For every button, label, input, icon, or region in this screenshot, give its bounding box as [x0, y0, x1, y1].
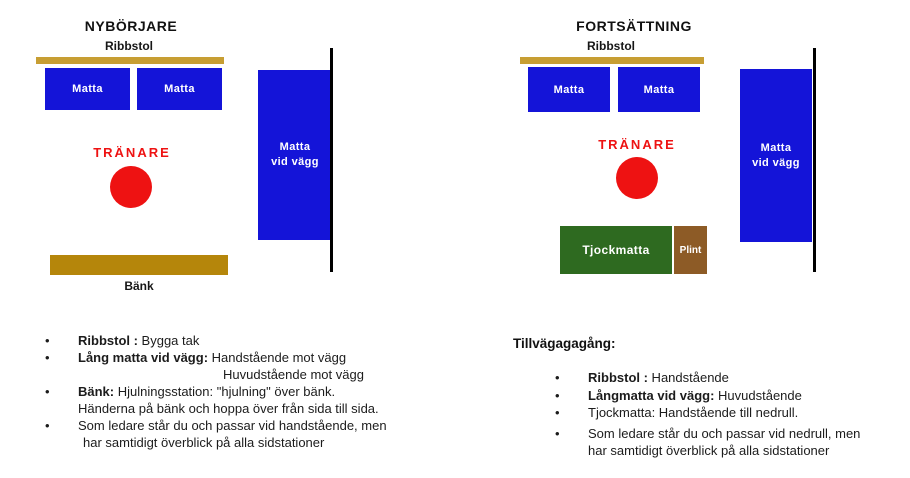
list-item-text: Tjockmatta: Handstående till nedrull.: [588, 405, 799, 420]
list-item-text: Som ledare står du och passar vid nedrull, men: [588, 425, 861, 441]
bullet-icon: •: [45, 418, 50, 433]
mat-box: [618, 67, 700, 112]
bullet-icon: •: [45, 350, 50, 365]
section-title-nyborjare: NYBÖRJARE: [84, 18, 178, 34]
bullet-icon: •: [555, 370, 560, 385]
list-item-text: Som ledare står du och passar vid handstående, men: [78, 418, 387, 433]
list-item-text: Händerna på bänk och hoppa över från sida till sida.: [78, 401, 379, 416]
trainer-label: TRÄNARE: [93, 145, 171, 160]
list-item: [45, 383, 437, 400]
list-item: [555, 404, 900, 422]
list-item: [555, 369, 900, 387]
list-item-text: Långmatta vid vägg: Huvudstående: [588, 387, 802, 403]
nyborjare-instructions: [45, 332, 437, 451]
ribbstol-bar: [36, 57, 224, 64]
list-item-text: Huvudstående mot vägg: [223, 367, 364, 382]
section-title-fortsattning: FORTSÄTTNING: [576, 18, 692, 34]
list-item-continuation: [45, 366, 437, 383]
plint-box: [674, 226, 707, 274]
mat-label: Matta: [643, 83, 675, 96]
mat-box: [45, 68, 130, 110]
wall-line: [330, 48, 333, 272]
wall-mat-label-line1: Matta: [760, 141, 792, 154]
fortsattning-instructions: [555, 369, 900, 460]
list-item-text: har samtidigt överblick på alla sidstationer: [588, 443, 830, 458]
tillvagagang-heading: Tillvägagagång:: [513, 336, 616, 351]
thick-mat-label: Tjockmatta: [582, 243, 650, 257]
thick-mat-box: [560, 226, 672, 274]
mat-label: Matta: [553, 83, 585, 96]
bullet-icon: •: [555, 405, 560, 420]
list-item-continuation: [555, 442, 900, 460]
list-item-text: Lång matta vid vägg: Handstående mot vägg: [78, 350, 347, 365]
plint-label: Plint: [679, 244, 702, 256]
wall-mat-label-line2: vid vägg: [752, 156, 800, 169]
mat-label: Matta: [164, 83, 195, 95]
mat-box: [137, 68, 222, 110]
trainer-marker: [616, 157, 658, 199]
list-item-text: har samtidigt överblick på alla sidstationer: [83, 435, 325, 450]
bench-bar: [50, 255, 228, 275]
mat-label: Matta: [72, 83, 103, 95]
list-item: [45, 332, 437, 349]
list-item: [555, 425, 900, 443]
wall-line: [813, 48, 816, 272]
mat-box: [528, 67, 610, 112]
bullet-icon: •: [555, 425, 560, 441]
list-item-continuation: [45, 434, 437, 451]
list-item: [555, 387, 900, 405]
bench-label: Bänk: [124, 279, 154, 293]
trainer-label: TRÄNARE: [598, 137, 676, 152]
list-item: [45, 349, 437, 366]
wall-mat-box: [740, 69, 812, 242]
bullet-icon: •: [45, 333, 50, 348]
list-item-text: Bänk: Hjulningsstation: "hjulning" över bänk.: [78, 384, 336, 399]
bullet-icon: •: [555, 387, 560, 403]
ribbstol-label: Ribbstol: [587, 39, 635, 53]
wall-mat-label-line1: Matta: [279, 141, 311, 154]
wall-mat-label-line2: vid vägg: [271, 156, 319, 168]
list-item-continuation: [45, 400, 437, 417]
ribbstol-bar: [520, 57, 704, 64]
ribbstol-label: Ribbstol: [105, 39, 153, 53]
bullet-icon: •: [45, 384, 50, 399]
list-item-text: Ribbstol : Bygga tak: [78, 333, 200, 348]
wall-mat-box: [258, 70, 332, 240]
trainer-marker: [110, 166, 152, 208]
list-item: [45, 417, 437, 434]
list-item-text: Ribbstol : Handstående: [588, 370, 729, 385]
